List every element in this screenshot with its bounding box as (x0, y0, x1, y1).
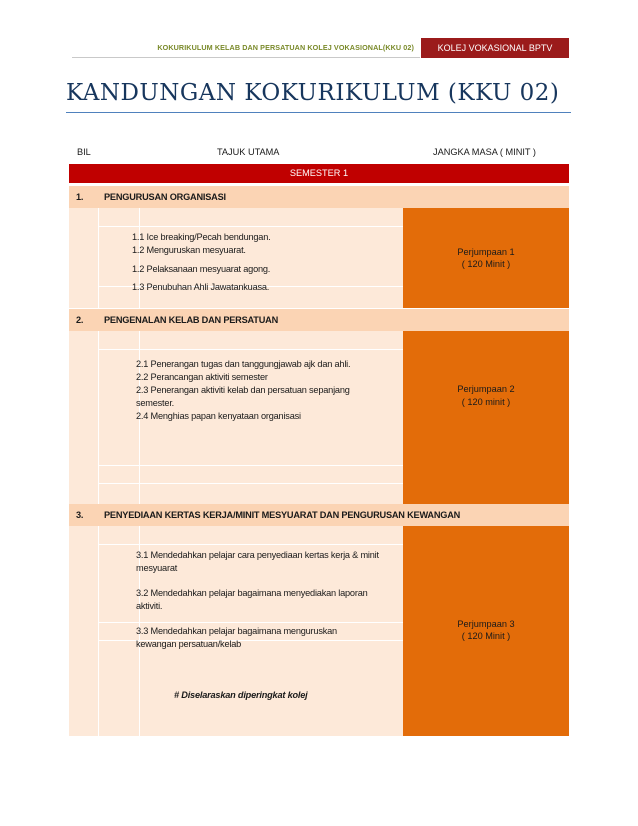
duration-minutes: ( 120 Minit ) (461, 259, 511, 269)
footnote: # Diselaraskan diperingkat kolej (174, 690, 308, 700)
semester-row: SEMESTER 1 (69, 164, 569, 183)
list-item: 1.3 Penubuhan Ahli Jawatankuasa. (132, 282, 270, 292)
header-doc-label: KOKURIKULUM KELAB DAN PERSATUAN KOLEJ VOKASIONAL(KKU 02) (72, 38, 420, 58)
section-number: 1. (76, 192, 84, 202)
duration-label: Perjumpaan 3 (457, 619, 515, 629)
list-item: mesyuarat (136, 563, 178, 573)
section-row (69, 186, 569, 208)
duration-cell (403, 526, 569, 736)
section-title: PENGENALAN KELAB DAN PERSATUAN (104, 315, 279, 325)
section-title: PENYEDIAAN KERTAS KERJA/MINIT MESYUARAT DAN PENGURUSAN KEWANGAN (104, 510, 461, 520)
header-org-label: KOLEJ VOKASIONAL BPTV (421, 38, 569, 58)
col-header-tajuk: TAJUK UTAMA (217, 147, 280, 157)
duration-cell (403, 208, 569, 308)
list-item: 1.2 Pelaksanaan mesyuarat agong. (132, 264, 271, 274)
list-item: 2.3 Penerangan aktiviti kelab dan persatuan sepanjang (136, 385, 350, 395)
list-item: 3.1 Mendedahkan pelajar cara penyediaan kertas kerja & minit (136, 550, 379, 560)
duration-label: Perjumpaan 1 (457, 247, 515, 257)
section-body (69, 526, 569, 736)
duration-cell (403, 331, 569, 504)
duration-label: Perjumpaan 2 (457, 384, 515, 394)
section-row (69, 504, 569, 526)
section-title: PENGURUSAN ORGANISASI (104, 192, 226, 202)
section-body (69, 208, 569, 308)
list-item: 3.3 Mendedahkan pelajar bagaimana menguruskan (136, 626, 337, 636)
duration-minutes: ( 120 Minit ) (461, 631, 511, 641)
title-divider (66, 112, 571, 113)
section-body (69, 331, 569, 504)
page-header (72, 38, 569, 58)
col-header-masa: JANGKA MASA ( MINIT ) (433, 147, 536, 157)
table-header-row (69, 142, 569, 162)
list-item: aktiviti. (136, 601, 163, 611)
duration-minutes: ( 120 minit ) (461, 397, 511, 407)
page-title: KANDUNGAN KOKURIKULUM (KKU 02) (66, 80, 560, 106)
list-item: 1.1 Ice breaking/Pecah bendungan. (132, 232, 271, 242)
section-number: 3. (76, 510, 84, 520)
list-item: 1.2 Menguruskan mesyuarat. (132, 245, 246, 255)
list-item: semester. (136, 398, 175, 408)
section-number: 2. (76, 315, 84, 325)
section-row (69, 309, 569, 331)
list-item: 2.2 Perancangan aktiviti semester (136, 372, 268, 382)
list-item: 3.2 Mendedahkan pelajar bagaimana menyediakan laporan (136, 588, 368, 598)
col-header-bil: BIL (77, 147, 91, 157)
list-item: 2.1 Penerangan tugas dan tanggungjawab ajk dan ahli. (136, 359, 351, 369)
list-item: 2.4 Menghias papan kenyataan organisasi (136, 411, 301, 421)
list-item: kewangan persatuan/kelab (136, 639, 242, 649)
